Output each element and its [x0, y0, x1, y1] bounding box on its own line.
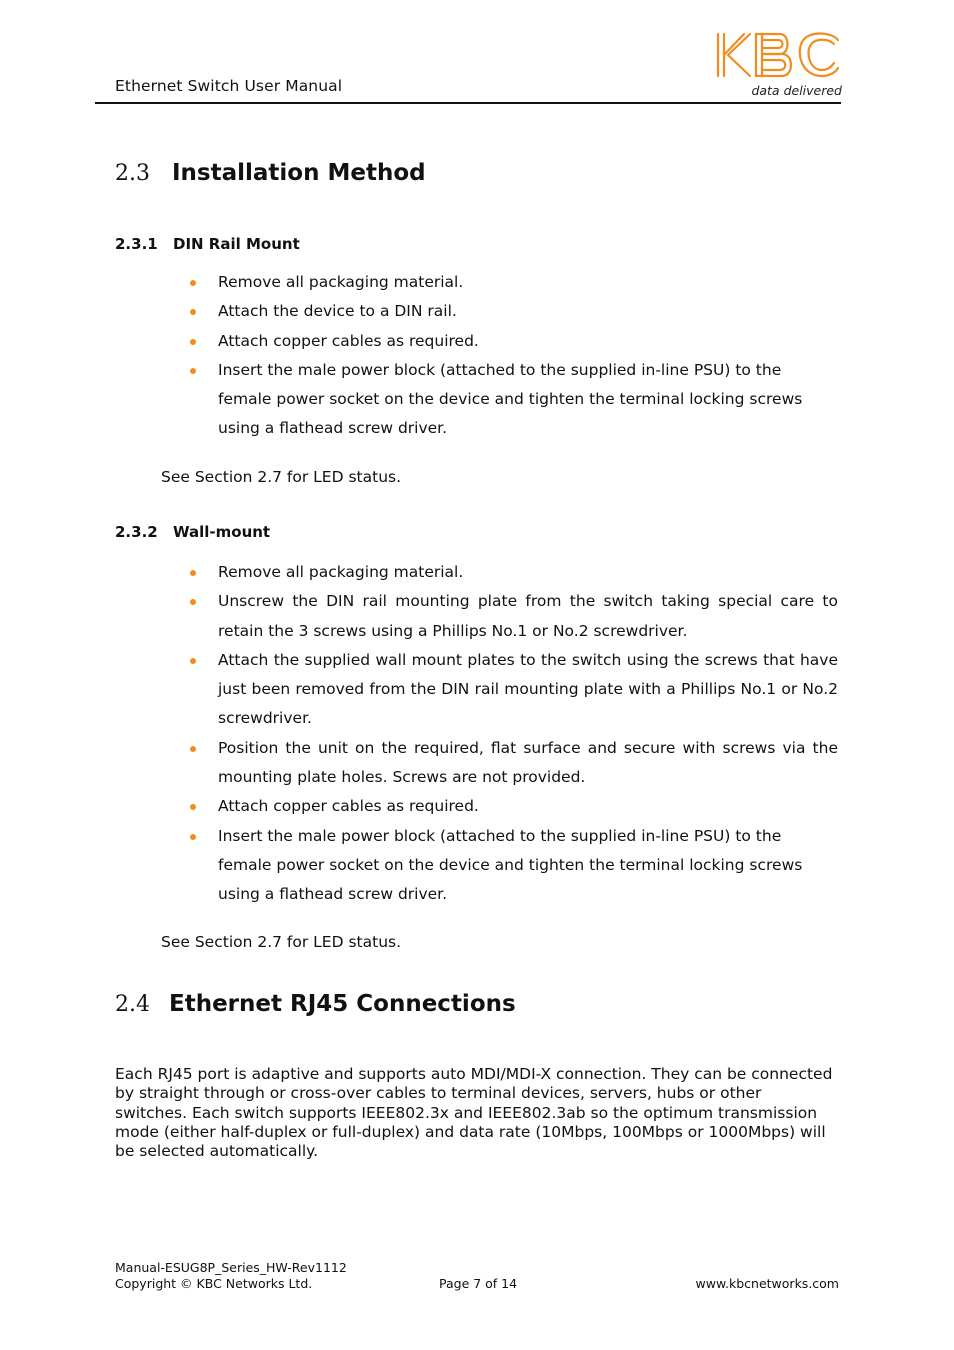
section-number: 2.4: [115, 992, 150, 1017]
subsection-title: Wall-mount: [173, 523, 271, 541]
list-item: Attach copper cables as required.: [189, 327, 838, 356]
bullet-icon: [190, 746, 196, 752]
subsection-number: 2.3.2: [115, 523, 158, 541]
list-item: Attach the device to a DIN rail.: [189, 297, 838, 326]
section-heading-2-3: [115, 160, 426, 186]
list-item: Unscrew the DIN rail mounting plate from the switch taking special care to retain the 3 screws using a Phillips No.1 or No.2 screwdriver.: [189, 587, 838, 646]
kbc-logo-mark-icon: [714, 30, 842, 80]
list-item: Insert the male power block (attached to the supplied in-line PSU) to the female power socket on the device and tighten the terminal locking screws using a flathead screw driver.: [189, 356, 838, 444]
bullet-icon: [190, 658, 196, 664]
see-also-note: See Section 2.7 for LED status.: [161, 468, 402, 486]
bullet-icon: [190, 280, 196, 286]
bullet-icon: [190, 804, 196, 810]
din-rail-steps-list: [189, 268, 838, 444]
subsection-title: DIN Rail Mount: [173, 235, 300, 253]
bullet-icon: [190, 834, 196, 840]
wall-mount-steps-list: [189, 558, 838, 910]
kbc-logo: [714, 30, 842, 100]
list-item: Position the unit on the required, flat surface and secure with screws via the mounting plate holes. Screws are not provided.: [189, 734, 838, 793]
subsection-heading-2-3-2: [115, 523, 270, 541]
list-item: Remove all packaging material.: [189, 268, 838, 297]
bullet-icon: [190, 599, 196, 605]
subsection-number: 2.3.1: [115, 235, 158, 253]
bullet-icon: [190, 309, 196, 315]
list-item: Attach copper cables as required.: [189, 792, 838, 821]
logo-tagline: data delivered: [751, 83, 842, 98]
header-divider: [95, 102, 841, 104]
document-title: Ethernet Switch User Manual: [115, 77, 343, 95]
footer-left: [115, 1260, 347, 1292]
list-item: Insert the male power block (attached to the supplied in-line PSU) to the female power socket on the device and tighten the terminal locking screws using a flathead screw driver.: [189, 822, 838, 910]
section-title: Ethernet RJ45 Connections: [169, 991, 516, 1017]
see-also-note: See Section 2.7 for LED status.: [161, 933, 402, 951]
section-heading-2-4: [115, 991, 516, 1017]
section-number: 2.3: [115, 161, 150, 186]
section-title: Installation Method: [172, 160, 426, 186]
document-id: Manual-ESUG8P_Series_HW-Rev1112: [115, 1260, 347, 1275]
subsection-heading-2-3-1: [115, 235, 300, 253]
website-link: www.kbcnetworks.com: [695, 1276, 839, 1291]
list-item: Attach the supplied wall mount plates to the switch using the screws that have just been removed from the DIN rail mounting plate with a Phillips No.1 or No.2 screwdriver.: [189, 646, 838, 734]
bullet-icon: [190, 339, 196, 345]
bullet-icon: [190, 570, 196, 576]
bullet-icon: [190, 368, 196, 374]
rj45-description: Each RJ45 port is adaptive and supports auto MDI/MDI-X connection. They can be connected by straight through or cross-over cables to terminal devices, servers, hubs or other switches. Each switch supports IEEE802.3x and IEEE802.3ab so the optimum transmission mode (either half-duplex or full-duplex) and data rate (10Mbps, 100Mbps or 1000Mbps) will be selected automatically.: [115, 1065, 833, 1161]
copyright-text: Copyright © KBC Networks Ltd.: [115, 1276, 313, 1291]
page-number: Page 7 of 14: [439, 1276, 518, 1291]
list-item: Remove all packaging material.: [189, 558, 838, 587]
